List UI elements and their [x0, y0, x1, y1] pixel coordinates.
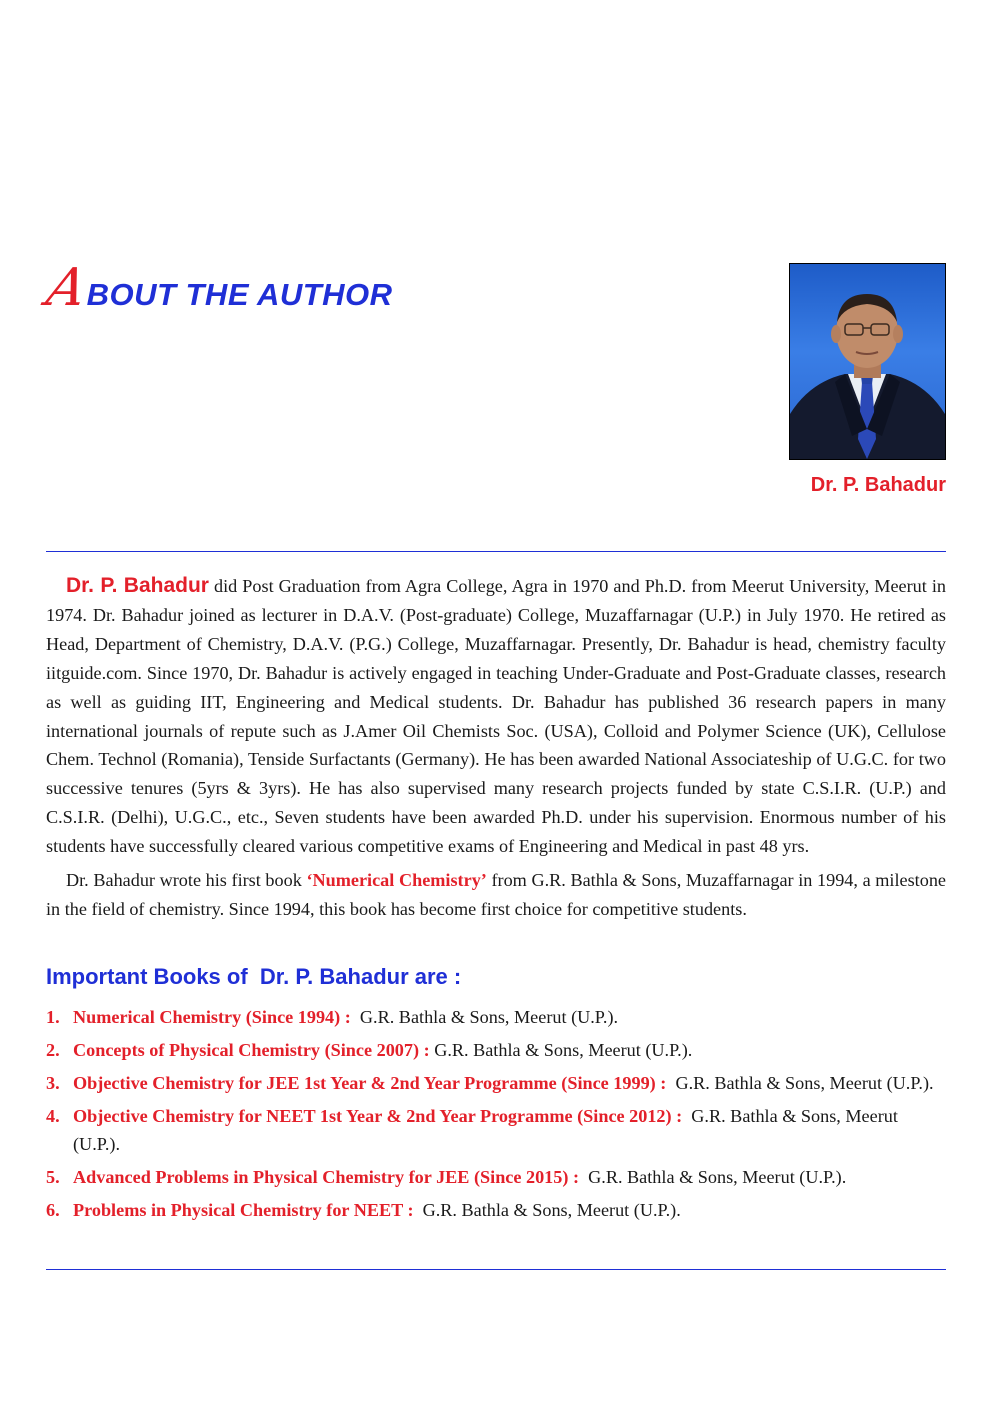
author-photo — [789, 263, 946, 460]
book-publisher: G.R. Bathla & Sons, Meerut (U.P.). — [413, 1200, 681, 1220]
book-title: Numerical Chemistry (Since 1994) : — [73, 1007, 351, 1027]
portrait-illustration — [790, 264, 945, 459]
book-number: 2. — [46, 1040, 60, 1060]
book-title: Concepts of Physical Chemistry (Since 2007) : — [73, 1040, 430, 1060]
book-number: 1. — [46, 1007, 60, 1027]
book-title: Advanced Problems in Physical Chemistry for JEE (Since 2015) : — [73, 1167, 580, 1187]
book-number: 4. — [46, 1106, 60, 1126]
list-item — [46, 1196, 946, 1224]
book-number: 6. — [46, 1200, 60, 1220]
list-item — [46, 1069, 946, 1097]
first-book-title: ‘Numerical Chemistry’ — [306, 870, 487, 891]
book-number: 3. — [46, 1073, 60, 1093]
book-number: 5. — [46, 1167, 60, 1187]
books-heading: Important Books of Dr. P. Bahadur are : — [46, 964, 462, 989]
book-publisher: G.R. Bathla & Sons, Meerut (U.P.). — [73, 1106, 903, 1154]
title-drop-cap: A — [41, 258, 92, 318]
book-title: Objective Chemistry for NEET 1st Year & 2nd Year Programme (Since 2012) : — [73, 1106, 683, 1126]
top-divider — [46, 551, 946, 552]
bio-paragraph-1 — [46, 572, 946, 861]
books-list — [46, 1003, 946, 1229]
author-bio — [46, 572, 946, 924]
book-title: Objective Chemistry for JEE 1st Year & 2nd Year Programme (Since 1999) : — [73, 1073, 667, 1093]
book-publisher: G.R. Bathla & Sons, Meerut (U.P.). — [429, 1040, 693, 1060]
bottom-divider — [46, 1269, 946, 1270]
book-publisher: G.R. Bathla & Sons, Meerut (U.P.). — [666, 1073, 934, 1093]
title-text: BOUT THE AUTHOR — [86, 277, 393, 312]
list-item — [46, 1036, 946, 1064]
photo-caption: Dr. P. Bahadur — [810, 474, 946, 496]
bio-paragraph-2 — [46, 866, 946, 924]
list-item — [46, 1163, 946, 1191]
list-item — [46, 1003, 946, 1031]
list-item — [46, 1102, 946, 1158]
book-publisher: G.R. Bathla & Sons, Meerut (U.P.). — [350, 1007, 619, 1027]
book-title: Problems in Physical Chemistry for NEET : — [73, 1200, 414, 1220]
author-name: Dr. P. Bahadur — [66, 574, 209, 597]
bio-paragraph-2-start: Dr. Bahadur wrote his first book — [66, 870, 307, 891]
page-title — [41, 258, 393, 318]
bio-paragraph-2-text: from G.R. Bathla & Sons, Muzaffarnagar in 1994, a milestone in the field of chemistry. Since 1994, this book has become first choice for competitive students. — [46, 870, 946, 919]
book-publisher: G.R. Bathla & Sons, Meerut (U.P.). — [579, 1167, 847, 1187]
bio-paragraph-1-text: did Post Graduation from Agra College, Agra in 1970 and Ph.D. from Meerut University, Meerut in 1974. Dr. Bahadur joined as lecturer in D.A.V. (Post-graduate) College, Muzaffarnagar (U.P.) in July 1970. He retired as Head, Department of Chemistry, D.A.V. (P.G.) College, Muzaffarnagar. Presently, Dr. Bahadur is head, chemistry faculty iitguide.com. Since 1970, Dr. Bahadur is actively engaged in teaching Under-Graduate and Post-Graduate classes, research as well as guiding IIT, Engineering and Medical students. Dr. Bahadur has published 36 research papers in many international journals of repute such as J.Amer Oil Chemists Soc. (USA), Colloid and Polymer Science (UK), Cellulose Chem. Technol (Romania), Tenside Surfactants (Germany). He has been awarded National Associateship of U.G.C. for two successive tenures (5yrs & 3yrs). He has also supervised many research projects funded by state C.S.I.R. (U.P.) and C.S.I.R. (Delhi), U.G.C., etc., Seven students have been awarded Ph.D. under his supervision. Enormous number of his students have successfully cleared various competitive exams of Engineering and Medical in past 48 yrs. — [46, 576, 947, 857]
